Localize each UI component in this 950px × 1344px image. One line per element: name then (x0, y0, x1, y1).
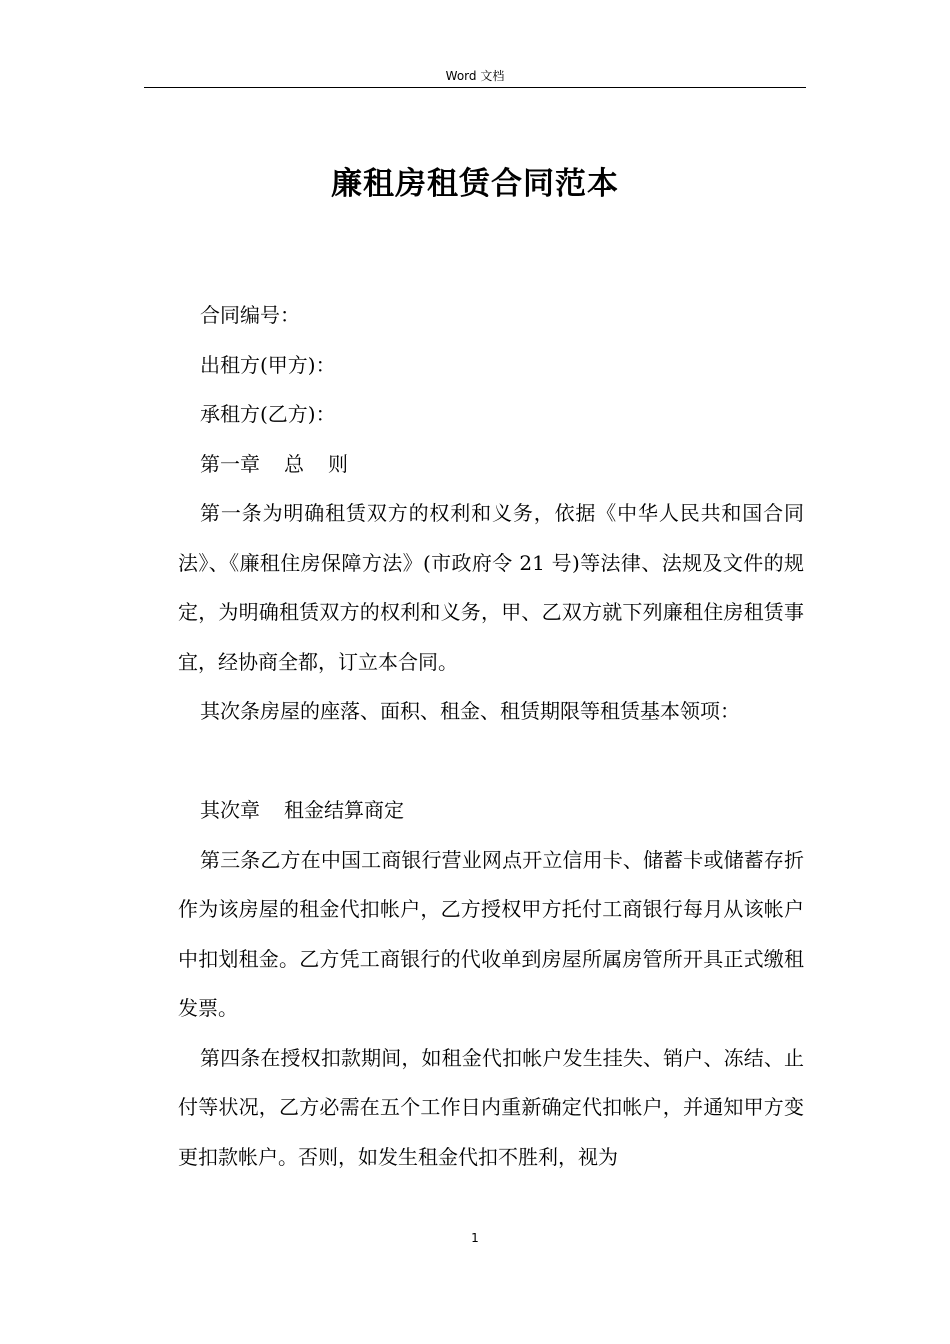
lessee-line: 承租方(乙方)： (200, 402, 336, 426)
article-four: 第四条在授权扣款期间，如租金代扣帐户发生挂失、销户、冻结、止付等状况，乙方必需在五个工作日内重新确定代扣帐户，并通知甲方变更扣款帐户。否则，如发生租金代扣不胜利，视为 (178, 1045, 804, 1169)
article-three: 第三条乙方在中国工商银行营业网点开立信用卡、储蓄卡或储蓄存折作为该房屋的租金代扣帐户，乙方授权甲方托付工商银行每月从该帐户中扣划租金。乙方凭工商银行的代收单到房屋所属房管所开具正式缴租发票。 (178, 847, 804, 1020)
lessor-line: 出租方(甲方)： (200, 352, 336, 377)
page-number: 1 (471, 1231, 479, 1245)
chapter-one-number: 第一章 (200, 451, 260, 476)
document-title: 廉租房租赁合同范本 (331, 166, 619, 202)
chapter-one-title-part2: 则 (328, 451, 348, 476)
chapter-two-heading (178, 786, 804, 836)
chapter-one-heading (178, 440, 804, 490)
page-header: Word 文档 (445, 69, 505, 83)
article-one: 第一条为明确租赁双方的权利和义务，依据《中华人民共和国合同法》、《廉租住房保障方法》(市政府令 21 号)等法律、法规及文件的规定，为明确租赁双方的权利和义务，甲、乙双方就下列廉租住房租赁事宜，经协商全都，订立本合同。 (178, 501, 804, 674)
chapter-two-number: 其次章 (200, 798, 260, 822)
header-divider (144, 87, 806, 88)
blank-line (178, 737, 804, 787)
chapter-one-title-part1: 总 (284, 451, 304, 476)
contract-number-line: 合同编号： (200, 303, 300, 327)
chapter-two-title: 租金结算商定 (284, 798, 404, 822)
article-two: 其次条房屋的座落、面积、租金、租赁期限等租赁基本领项： (200, 699, 740, 723)
document-body (178, 291, 804, 1182)
